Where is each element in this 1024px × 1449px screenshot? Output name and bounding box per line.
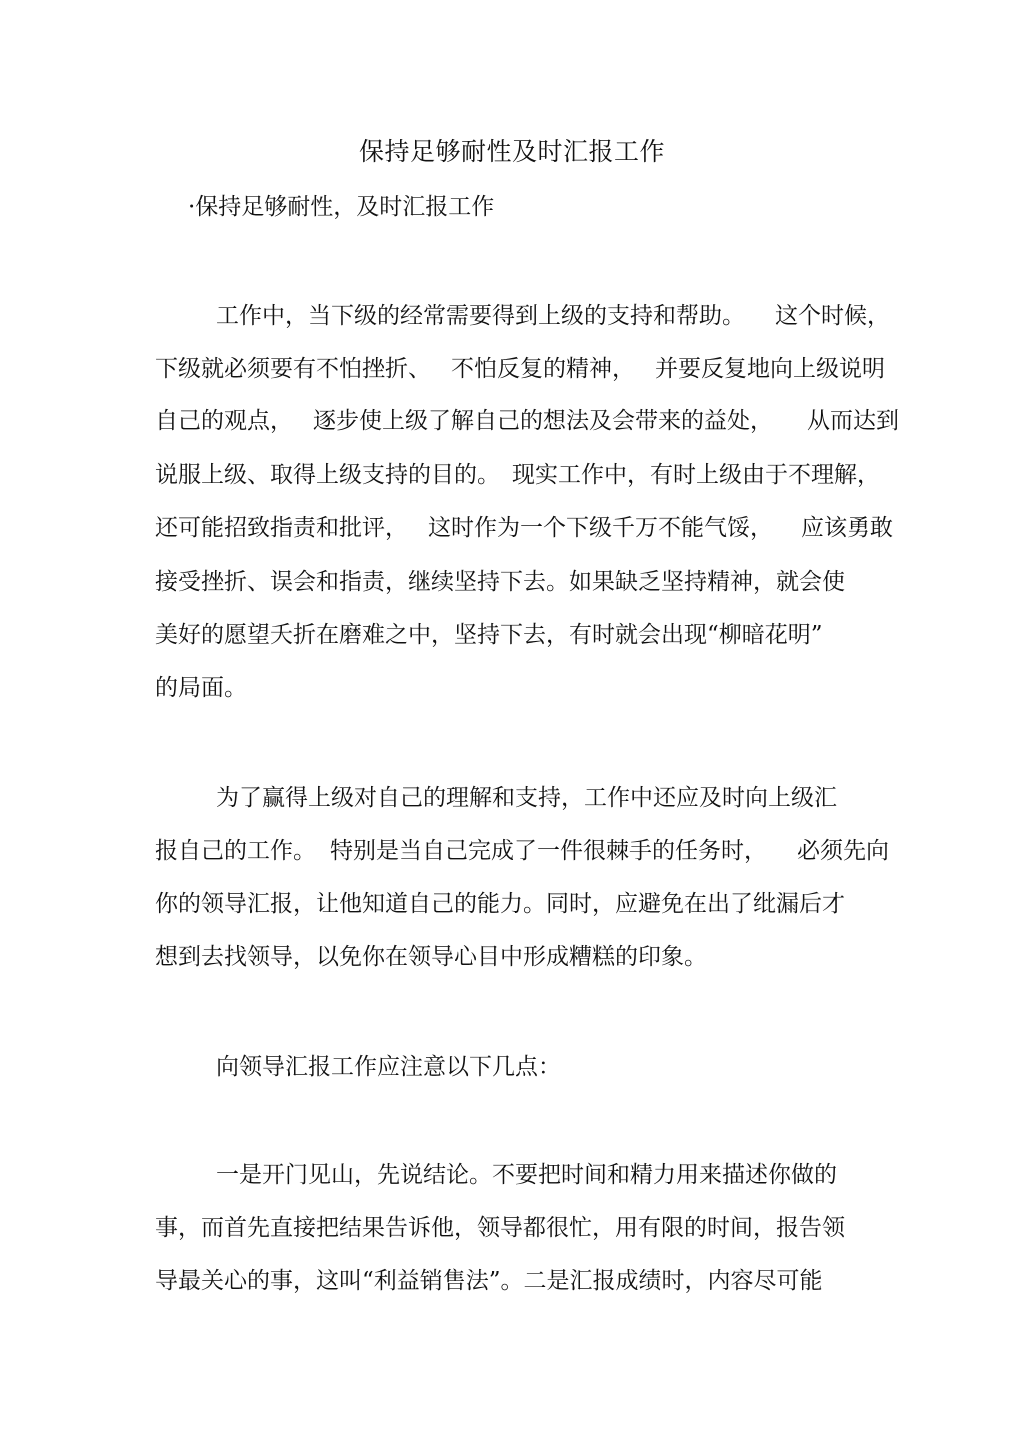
- text-segment: 的局面。: [155, 675, 247, 701]
- text-segment: 这时作为一个下级千万不能气馁，: [428, 515, 773, 541]
- text-segment: 现实工作中，有时上级由于不理解，: [512, 462, 880, 488]
- paragraph-line: [155, 455, 880, 495]
- paragraph-line: [155, 1208, 845, 1248]
- paragraph-line: [155, 884, 845, 924]
- paragraph-line: [155, 937, 707, 977]
- text-segment: 为了赢得上级对自己的理解和支持，工作中还应及时向上级汇: [216, 785, 837, 811]
- paragraph-line: [216, 296, 890, 336]
- text-segment: 并要反复地向上级说明: [655, 356, 885, 382]
- text-segment: 逐步使上级了解自己的想法及会带来的益处，: [313, 408, 773, 434]
- paragraph-line: [155, 615, 823, 655]
- paragraph-line: [155, 1261, 823, 1301]
- paragraph-line: [216, 1155, 837, 1195]
- text-segment: 事，而首先直接把结果告诉他，领导都很忙，用有限的时间，报告领: [155, 1215, 845, 1241]
- text-segment: 还可能招致指责和批评，: [155, 515, 408, 541]
- paragraph-line: [155, 401, 899, 441]
- text-segment: 你的领导汇报，让他知道自己的能力。同时，应避免在出了纰漏后才: [155, 891, 845, 917]
- text-segment: 接受挫折、误会和指责，继续坚持下去。如果缺乏坚持精神，就会使: [155, 569, 845, 595]
- document-subtitle: ·保持足够耐性，及时汇报工作: [188, 194, 495, 220]
- text-segment: 报自己的工作。: [155, 838, 316, 864]
- paragraph-line: [155, 349, 885, 389]
- paragraph-line: [155, 668, 247, 708]
- paragraph-line: [155, 508, 893, 548]
- text-segment: 下级就必须要有不怕挫折、: [155, 356, 431, 382]
- text-segment: 导最关心的事，这叫“利益销售法”。二是汇报成绩时，内容尽可能: [155, 1268, 823, 1294]
- paragraph-line: [216, 1047, 561, 1087]
- text-segment: 美好的愿望夭折在磨难之中，坚持下去，有时就会出现“柳暗花明”: [155, 622, 823, 648]
- text-segment: 必须先向: [797, 838, 889, 864]
- text-segment: 工作中，当下级的经常需要得到上级的支持和帮助。: [216, 303, 745, 329]
- text-segment: 不怕反复的精神，: [451, 356, 635, 382]
- text-segment: 特别是当自己完成了一件很棘手的任务时，: [330, 838, 767, 864]
- text-segment: 自己的观点，: [155, 408, 293, 434]
- text-segment: 从而达到: [807, 408, 899, 434]
- text-segment: 说服上级、取得上级支持的目的。: [155, 462, 500, 488]
- paragraph-line: [216, 778, 837, 818]
- paragraph-line: [155, 831, 889, 871]
- document-title: 保持足够耐性及时汇报工作: [358, 137, 665, 166]
- text-segment: 向领导汇报工作应注意以下几点：: [216, 1054, 561, 1080]
- text-segment: 想到去找领导，以免你在领导心目中形成糟糕的印象。: [155, 944, 707, 970]
- text-segment: 这个时候，: [775, 303, 890, 329]
- paragraph-line: [155, 562, 845, 602]
- text-segment: 应该勇敢: [801, 515, 893, 541]
- text-segment: 一是开门见山，先说结论。不要把时间和精力用来描述你做的: [216, 1162, 837, 1188]
